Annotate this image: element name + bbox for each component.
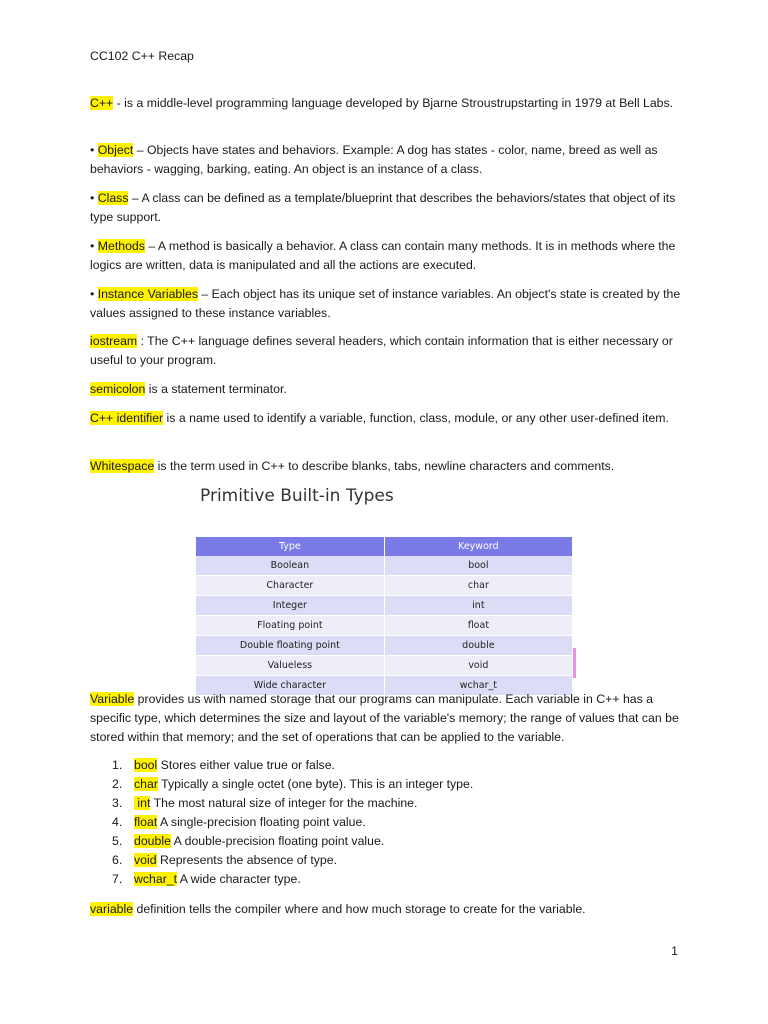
paragraph-methods xyxy=(90,237,690,275)
page-number: 1 xyxy=(671,944,678,958)
table-header-row xyxy=(196,537,573,556)
paragraph-text: is a statement terminator. xyxy=(145,382,287,396)
paragraph-object xyxy=(90,141,690,179)
list-number: 7. xyxy=(112,872,123,886)
paragraph-iostream xyxy=(90,332,690,370)
highlighted-term: iostream xyxy=(90,334,138,348)
table-cell-keyword: double xyxy=(384,636,572,656)
table-row xyxy=(196,556,573,576)
list-text: Represents the absence of type. xyxy=(156,853,338,867)
table-row xyxy=(196,596,573,616)
highlighted-term: Object xyxy=(97,143,134,157)
highlighted-term: Instance Variables xyxy=(97,287,198,301)
table-cell-type: Character xyxy=(196,576,384,596)
list-item xyxy=(90,870,473,889)
paragraph-variable-definition xyxy=(90,900,690,919)
paragraph-class xyxy=(90,189,690,227)
column-header-type: Type xyxy=(196,537,384,556)
list-text: The most natural size of integer for the machine. xyxy=(150,796,418,810)
list-number: 6. xyxy=(112,853,123,867)
paragraph-bullet: • xyxy=(90,143,98,157)
paragraph-semicolon xyxy=(90,380,690,399)
list-number: 1. xyxy=(112,758,123,772)
table-cell-keyword: char xyxy=(384,576,572,596)
image-edge-artifact xyxy=(573,648,576,678)
highlighted-term: wchar_t xyxy=(134,872,178,886)
paragraph-instance-variables xyxy=(90,285,690,323)
list-item xyxy=(90,851,473,870)
table-row xyxy=(196,656,573,676)
paragraph-text: – Objects have states and behaviors. Example: A dog has states - color, name, breed as well as behaviors - wagging, barking, eating. An object is an instance of a class. xyxy=(90,143,658,176)
paragraph-text: - is a middle-level programming language developed by Bjarne Stroustrupstarting in 1979 at Bell Labs. xyxy=(113,96,674,110)
paragraph-text: – A method is basically a behavior. A class can contain many methods. It is in methods where the logics are written, data is manipulated and all the actions are executed. xyxy=(90,239,676,272)
table-cell-keyword: wchar_t xyxy=(384,676,572,696)
list-number: 4. xyxy=(112,815,123,829)
list-text: Typically a single octet (one byte). This is an integer type. xyxy=(157,777,474,791)
highlighted-term: Variable xyxy=(90,692,135,706)
paragraph-variable xyxy=(90,690,690,747)
table-cell-type: Boolean xyxy=(196,556,384,576)
list-item xyxy=(90,756,473,775)
highlighted-term: Class xyxy=(97,191,129,205)
highlighted-term: void xyxy=(134,853,157,867)
list-text: Stores either value true or false. xyxy=(157,758,335,772)
list-item xyxy=(90,775,473,794)
highlighted-term: bool xyxy=(134,758,158,772)
column-header-keyword: Keyword xyxy=(384,537,572,556)
primitive-types-table xyxy=(196,537,573,696)
paragraph-text: – Each object has its unique set of instance variables. An object's state is created by the values assigned to these instance variables. xyxy=(90,287,681,320)
list-number: 5. xyxy=(112,834,123,848)
table-cell-keyword: bool xyxy=(384,556,572,576)
paragraph-text: : The C++ language defines several headers, which contain information that is either necessary or useful to your program. xyxy=(90,334,673,367)
list-text: A single-precision floating point value. xyxy=(157,815,366,829)
list-item xyxy=(90,813,473,832)
table-cell-type: Wide character xyxy=(196,676,384,696)
table-cell-type: Integer xyxy=(196,596,384,616)
highlighted-term: Whitespace xyxy=(90,459,155,473)
document-header: CC102 C++ Recap xyxy=(90,49,194,63)
table-row xyxy=(196,576,573,596)
list-text: A double-precision floating point value. xyxy=(170,834,385,848)
highlighted-term: C++ identifier xyxy=(90,411,164,425)
type-list xyxy=(90,756,473,889)
paragraph-text: definition tells the compiler where and how much storage to create for the variable. xyxy=(133,902,586,916)
paragraph-bullet: • xyxy=(90,239,98,253)
highlighted-term: semicolon xyxy=(90,382,146,396)
table-cell-keyword: void xyxy=(384,656,572,676)
paragraph-bullet: • xyxy=(90,191,98,205)
paragraph-text: is the term used in C++ to describe blanks, tabs, newline characters and comments. xyxy=(154,459,615,473)
paragraph-cpp xyxy=(90,94,690,113)
paragraph-text: – A class can be defined as a template/blueprint that describes the behaviors/states that object of its type support. xyxy=(90,191,676,224)
highlighted-term: C++ xyxy=(90,96,114,110)
table-cell-keyword: float xyxy=(384,616,572,636)
table-cell-type: Double floating point xyxy=(196,636,384,656)
table-cell-keyword: int xyxy=(384,596,572,616)
highlighted-term: int xyxy=(134,796,151,810)
paragraph-text: provides us with named storage that our programs can manipulate. Each variable in C++ has a specific type, which determines the size and layout of the variable's memory; the range of values that can be stored within that memory; and the set of operations that can be applied to the variable. xyxy=(90,692,679,744)
highlighted-term: float xyxy=(134,815,158,829)
paragraph-identifier xyxy=(90,409,690,428)
table-row xyxy=(196,636,573,656)
list-item xyxy=(90,794,473,813)
table-title: Primitive Built-in Types xyxy=(200,486,394,506)
table-cell-type: Floating point xyxy=(196,616,384,636)
table-cell-type: Valueless xyxy=(196,656,384,676)
highlighted-term: variable xyxy=(90,902,134,916)
list-text: A wide character type. xyxy=(177,872,301,886)
highlighted-term: Methods xyxy=(97,239,145,253)
paragraph-bullet: • xyxy=(90,287,98,301)
paragraph-whitespace xyxy=(90,457,690,476)
paragraph-text: is a name used to identify a variable, function, class, module, or any other user-defined item. xyxy=(163,411,669,425)
list-number: 3. xyxy=(112,796,123,810)
list-number: 2. xyxy=(112,777,123,791)
highlighted-term: double xyxy=(134,834,171,848)
list-item xyxy=(90,832,473,851)
table-row xyxy=(196,616,573,636)
highlighted-term: char xyxy=(134,777,158,791)
